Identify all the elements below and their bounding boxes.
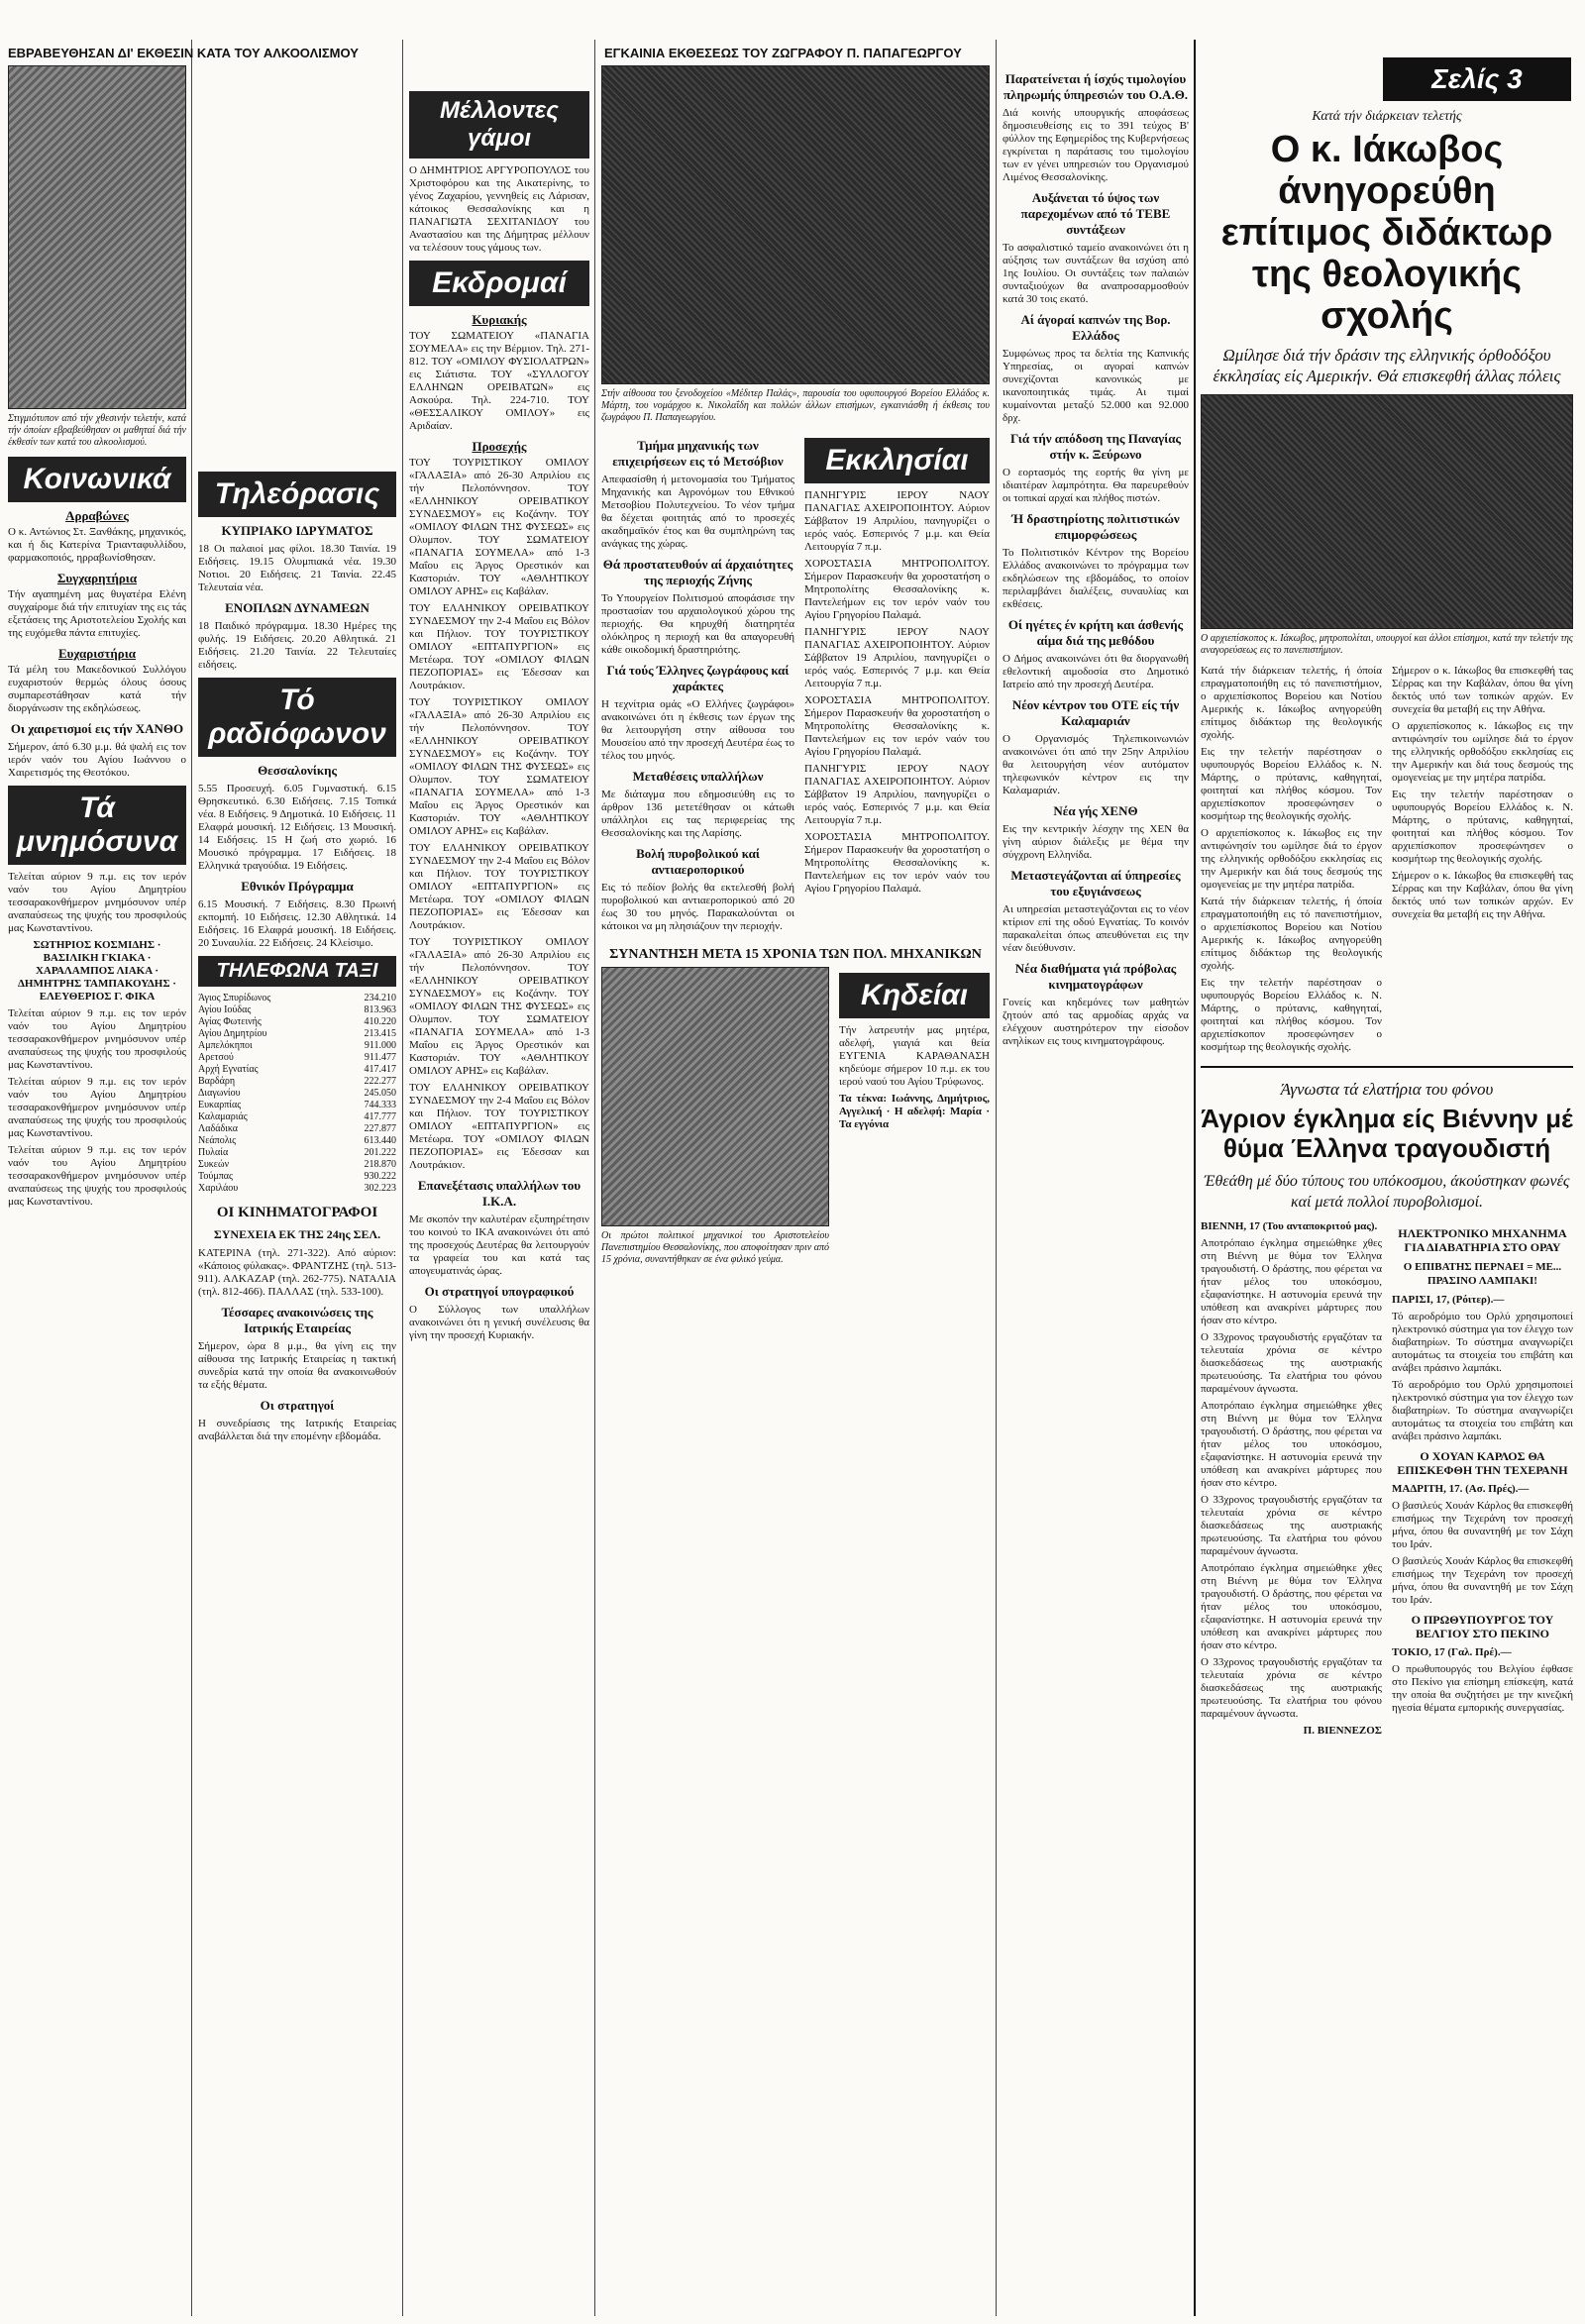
heading-thanks: Ευχαριστήρια [58,646,136,661]
taxi-stand-name: Καλαμαριάς [198,1111,248,1122]
text-trips-more: ΤΟΥ ΕΛΛΗΝΙΚΟΥ ΟΡΕΙΒΑΤΙΚΟΥ ΣΥΝΔΕΣΜΟΥ την 2-4 Μαΐου εις Βόλον και Πήλιον. ΤΟΥ ΤΟΥΡΙΣΤΙΚΟΥ ΟΜΙΛΟΥ «ΕΠΤΑΠΥΡΓΙΟΝ» εις Μετέωρα. ΤΟΥ «ΟΜΙΛΟΥ ΦΙΛΩΝ ΠΕΖΟΠΟΡΙΑΣ» εις Έδεσσαν και Λουτράκιον. [409,842,589,931]
taxi-stand-name: Αμπελόκηποι [198,1040,253,1051]
feature-paragraph: Σήμερον ο κ. Ιάκωβος θα επισκεφθή τας Σέρρας και την Καβάλαν, όπου θα γίνη δεκτός υπό των τοπικών αρχών. Εν συνεχεία θα μεταβή εις την Αθήνα. [1392,665,1573,715]
section-trips: Εκδρομαί [409,261,589,306]
feature-paragraph: Ο αρχιεπίσκοπος κ. Ιάκωβος εις την αντιφώνησίν του ωμίλησε διά το έργον της ελληνικής ορθοδόξου εκκλησίας εις την Αμερικήν και διά τους δεσμούς της ομογενείας με την μητέρα πατρίδα. [1201,827,1382,891]
reunion-left [601,967,829,1274]
heading-belgian-pm: Ο ΠΡΩΘΥΠΟΥΡΓΟΣ ΤΟΥ ΒΕΛΓΙΟΥ ΣΤΟ ΠΕΚΙΝΟ [1411,1613,1554,1640]
text-cinemas: ΚΑΤΕΡΙΝΑ (τηλ. 271-322). Από αύριον: «Κάποιος φύλακας». ΦΡΑΝΤΖΗΣ (τηλ. 513-911). ΑΛΚΑΖΑΡ (τηλ. 262-775). ΝΑΤΑΛΙΑ (τηλ. 812-466). ΠΑΛΛΑΣ (τηλ. 533-100). [198,1247,396,1298]
text-churches: ΠΑΝΗΓΥΡΙΣ ΙΕΡΟΥ ΝΑΟΥ ΠΑΝΑΓΙΑΣ ΑΧΕΙΡΟΠΟΙΗΤΟΥ. Αύριον Σάββατον 19 Απριλίου, πανηγυρίζει ο ιερός ναός. Εσπερινός 7 μ.μ. και Θεία Λειτουργία 7 π.μ. [804,626,990,689]
text-blood: Ο Δήμος ανακοινώνει ότι θα διοργανωθή εθελοντική αιμοδοσία στο Δημοτικό Ιατρείο από την προσεχή Δευτέρα. [1003,653,1189,690]
photo-caption: Στήν αίθουσα του ξενοδοχείου «Μέδιτερ Παλάς», παρουσία του υφυπουργού Βορείου Ελλάδος κ. Μάρτη, του νομάρχου κ. Νικολαΐδη και πολλών άλλων επισήμων, εγκαινιάσθη ή έκθεσις του ζωγράφου Π. Παπαγεωργίου. [601,388,990,423]
text-trips-upcoming: ΤΟΥ ΤΟΥΡΙΣΤΙΚΟΥ ΟΜΙΛΟΥ «ΓΑΛΑΞΙΑ» από 26-30 Απριλίου εις τήν Πελοπόννησον. ΤΟΥ «ΕΛΛΗΝΙΚΟΥ ΟΡΕΙΒΑΤΙΚΟΥ ΣΥΝΔΕΣΜΟΥ» εις Κοζάνην. ΤΟΥ «ΟΜΙΛΟΥ ΦΙΛΩΝ ΤΗΣ ΦΥΣΕΩΣ» εις Ολυμπον. ΤΟΥ ΣΩΜΑΤΕΙΟΥ «ΠΑΝΑΓΙΑ ΣΟΥΜΕΛΑ» από 1-3 Μαΐου εις Άργος Ορεστικόν και Καστοριάν. ΤΟΥ «ΑΘΛΗΤΙΚΟΥ ΟΜΙΛΟΥ ΑΡΗΣ» εις Καβάλαν. [409,696,589,837]
taxi-stand-name: Πυλαία [198,1147,229,1158]
crime-signature: Π. ΒΙΕΝΝΕΖΟΣ [1303,1725,1382,1737]
dateline-orly: ΠΑΡΙΣΙ, 17, (Ρόιτερ).— [1392,1294,1505,1306]
taxi-phone-row [198,1052,396,1064]
section-taxi-phones: ΤΗΛΕΦΩΝΑ ΤΑΞΙ [198,956,396,987]
feature-title: Ο κ. Ιάκωβος άνηγορεύθη επίτιμος διδάκτωρ της θεολογικής σχολής [1220,129,1553,337]
taxi-phone-number: 930.222 [364,1171,396,1182]
text-transfers: Με διάταγμα που εδημοσιεύθη εις το άρθρον 136 μετετέθησαν οι κάτωθι υπάλληλοι εις τας περιφερείας της Θεσσαλονίκης και της Λαρίσης. [601,789,794,839]
text-antiquities: Το Υπουργείον Πολιτισμού αποφάσισε την προστασίαν του αρχαιολογικού χώρου της περιοχής. Θα κηρυχθή διατηρητέα ολόκληρος η περιοχή και θα απαγορευθή κάθε οικοδομική δραστηριότης. [601,592,794,656]
taxi-stand-name: Νεάπολις [198,1135,237,1146]
text-churches: ΠΑΝΗΓΥΡΙΣ ΙΕΡΟΥ ΝΑΟΥ ΠΑΝΑΓΙΑΣ ΑΧΕΙΡΟΠΟΙΗΤΟΥ. Αύριον Σάββατον 19 Απριλίου, πανηγυρίζει ο ιερός ναός. Εσπερινός 7 μ.μ. και Θεία Λειτουργία 7 π.μ. [804,489,990,553]
taxi-phone-row [198,1100,396,1111]
taxi-phone-row [198,1135,396,1147]
taxi-stand-name: Διαγωνίου [198,1088,241,1099]
section-television: Τηλεόρασις [198,472,396,517]
tv-program-armed-forces: 18 Παιδικό πρόγραμμα. 18.30 Ημέρες της φυλής. 19 Ειδήσεις. 20.20 Αθλητικά. 21 Ειδήσεις. 21.20 Ταινία. 22 Τελευταίες ειδήσεις. [198,620,396,671]
text-churches-2: ΧΟΡΟΣΤΑΣΙΑ ΜΗΤΡΟΠΟΛΙΤΟΥ. Σήμερον Παρασκευήν θα χοροστατήση ο Μητροπολίτης Θεσσαλονίκης κ. Παντελεήμων εις τον ιερόν ναόν του Αγίου Γρηγορίου Παλαμά. [804,694,990,758]
taxi-phone-number: 245.050 [364,1088,396,1099]
column-center [601,0,990,2324]
heading-juan-carlos: Ο ΧΟΥΑΝ ΚΑΡΛΟΣ ΘΑ ΕΠΙΣΚΕΦΘΗ ΤΗΝ ΤΕΧΕΡΑΝΗ [1397,1449,1568,1477]
trips-subhead-upcoming: Προσεχής [472,439,527,454]
taxi-phone-row [198,1123,396,1135]
crime-dateline: ΒΙΕΝΝΗ, 17 (Του ανταποκριτού μας). [1201,1220,1378,1232]
dateline-juan-carlos: ΜΑΔΡΙΤΗ, 17. (Ασ. Πρές).— [1392,1483,1530,1495]
heading-greetings: Οι χαιρετισμοί εις τήν ΧΑΝΘΟ [10,721,184,736]
text-trips-upcoming: ΤΟΥ ΤΟΥΡΙΣΤΙΚΟΥ ΟΜΙΛΟΥ «ΓΑΛΑΞΙΑ» από 26-30 Απριλίου εις τήν Πελοπόννησον. ΤΟΥ «ΕΛΛΗΝΙΚΟΥ ΟΡΕΙΒΑΤΙΚΟΥ ΣΥΝΔΕΣΜΟΥ» εις Κοζάνην. ΤΟΥ «ΟΜΙΛΟΥ ΦΙΛΩΝ ΤΗΣ ΦΥΣΕΩΣ» εις Ολυμπον. ΤΟΥ ΣΩΜΑΤΕΙΟΥ «ΠΑΝΑΓΙΑ ΣΟΥΜΕΛΑ» από 1-3 Μαΐου εις Άργος Ορεστικόν και Καστοριάν. ΤΟΥ «ΑΘΛΗΤΙΚΟΥ ΟΜΙΛΟΥ ΑΡΗΣ» εις Καβάλαν. [409,936,589,1077]
feature-paragraph: Σήμερον ο κ. Ιάκωβος θα επισκεφθή τας Σέρρας και την Καβάλαν, όπου θα γίνη δεκτός υπό των τοπικών αρχών. Εν συνεχεία θα μεταβή εις την Αθήνα. [1392,870,1573,920]
text-thanks: Τά μέλη του Μακεδονικού Συλλόγου ευχαριστούν θερμώς όλους όσους συμπαρεστάθησαν κατά τήν διοργάνωσιν της εκδηλώσεως. [8,664,186,714]
dateline-belgian-pm: ΤΟΚΙΟ, 17 (Γαλ. Πρέ).— [1392,1646,1512,1658]
photo-honorary-doctorate [1201,394,1573,629]
heading-congratulations: Συγχαρητήρια [56,571,138,585]
feature-subtitle: Ωμίλησε διά τήν δράσιν της ελληνικής όρθοδόξου έκκλησίας είς Αμερικήν. Θά επισκεφθή άλλας πόλεις [1213,346,1561,385]
taxi-stand-name: Άγιος Σπυρίδωνος [198,993,271,1004]
taxi-phone-number: 234.210 [364,993,396,1004]
text-painters: Η τεχνίτρια ομάς «Ο Ελλήνες ζωγράφοι» ανακοινώνει ότι η έκθεσις των έργων της θα λειτουργήση στην αίθουσα του Μουσείου από την προσεχή Δευτέρα έως το τέλος του μηνός. [601,698,794,762]
text-generals: Η συνεδρίασις της Ιατρικής Εταιρείας αναβάλλεται διά την επομένην εβδομάδα. [198,1418,396,1442]
section-churches: Εκκλησίαι [804,438,990,483]
text-cinema-minors: Γονείς και κηδεμόνες των μαθητών ζητούν από τας αρμοδίας αρχάς να ελέγχουν αυστηρότερον την είσοδον ανηλίκων εις τους κινηματογράφους. [1003,997,1189,1047]
heading-tobacco: Αί άγοραί καπνών της Βορ. Ελλάδος [1020,312,1171,343]
text-trips-more: ΤΟΥ ΕΛΛΗΝΙΚΟΥ ΟΡΕΙΒΑΤΙΚΟΥ ΣΥΝΔΕΣΜΟΥ την 2-4 Μαΐου εις Βόλον και Πήλιον. ΤΟΥ ΤΟΥΡΙΣΤΙΚΟΥ ΟΜΙΛΟΥ «ΕΠΤΑΠΥΡΓΙΟΝ» εις Μετέωρα. ΤΟΥ «ΟΜΙΛΟΥ ΦΙΛΩΝ ΠΕΖΟΠΟΡΙΑΣ» εις Έδεσσαν και Λουτράκιον. [409,602,589,691]
taxi-phone-list [198,993,396,1195]
feature-paragraph: Εις την τελετήν παρέστησαν ο υφυπουργός Βορείου Ελλάδος κ. Ν. Μάρτης, ο πρύτανις, καθηγηταί, φοιτηταί και πλήθος κόσμου. Τον αρχιεπίσκοπον προσεφώνησεν ο κοσμήτωρ της θεολογικής σχολής. [1201,746,1382,822]
crime-paragraph: Αποτρόπαιο έγκλημα σημειώθηκε χθες στη Βιέννη με θύμα τον Έλληνα τραγουδιστή. Ο δράστης, που φέρεται να ήταν μέλος του υποκόσμου, εξαφανίστηκε. Η αστυνομία ερευνά την υπόθεση και ανακρίνει μάρτυρες που ήσαν στο κέντρο. [1201,1400,1382,1489]
radio-program: 5.55 Προσευχή. 6.05 Γυμναστική. 6.15 Θρησκευτικό. 6.30 Ειδήσεις. 7.15 Τοπικά νέα. 8 Ειδήσεις. 9 Δημοτικά. 10 Ειδήσεις. 11 Ελαφρά μουσική. 12 Ειδήσεις. 13 Μουσική. 14 Ειδήσεις. 15 Η ζωή στο χωριό. 16 Μουσικό πρόγραμμα. 17 Ειδήσεις. 18 Ελληνικά τραγούδια. 19 Ειδήσεις. [198,783,396,872]
taxi-phone-row [198,1064,396,1076]
heading-antiquities: Θά προστατευθούν αί άρχαιότητες της περιοχής Ζήνης [602,557,793,587]
taxi-phone-row [198,1016,396,1028]
radio-subhead-national: Εθνικόν Πρόγραμμα [241,879,354,894]
text-trips-upcoming: ΤΟΥ ΤΟΥΡΙΣΤΙΚΟΥ ΟΜΙΛΟΥ «ΓΑΛΑΞΙΑ» από 26-30 Απριλίου εις τήν Πελοπόννησον. ΤΟΥ «ΕΛΛΗΝΙΚΟΥ ΟΡΕΙΒΑΤΙΚΟΥ ΣΥΝΔΕΣΜΟΥ» εις Κοζάνην. ΤΟΥ «ΟΜΙΛΟΥ ΦΙΛΩΝ ΤΗΣ ΦΥΣΕΩΣ» εις Ολυμπον. ΤΟΥ ΣΩΜΑΤΕΙΟΥ «ΠΑΝΑΓΙΑ ΣΟΥΜΕΛΑ» από 1-3 Μαΐου εις Άργος Ορεστικόν και Καστοριάν. ΤΟΥ «ΑΘΛΗΤΙΚΟΥ ΟΜΙΛΟΥ ΑΡΗΣ» εις Καβάλαν. [409,457,589,597]
crime-paragraph: Ο 33χρονος τραγουδιστής εργαζόταν τα τελευταία χρόνια σε κέντρο διασκεδάσεως της αυστριακής πρωτευούσης. Τα ελατήρια του φόνου παραμένουν άγνωστα. [1201,1656,1382,1720]
column-rule [996,40,997,2316]
taxi-stand-name: Αρετσού [198,1052,234,1063]
taxi-stand-name: Ευκαρπίας [198,1100,242,1110]
taxi-stand-name: Λαδάδικα [198,1123,239,1134]
heading-relocation: Μεταστεγάζονται αί ύπηρεσίες του εξυγιάνσεως [1010,868,1181,898]
feature-body-right [1392,665,1573,1058]
page-number-tag: Σελίς 3 [1383,57,1571,101]
subheading-orly: Ο ΕΠΙΒΑΤΗΣ ΠΕΡΝΑΕΙ = ΜΕ... ΠΡΑΣΙΝΟ ΛΑΜΠΑΚΙ! [1403,1261,1562,1287]
heading-transfers: Μεταθέσεις υπαλλήλων [632,769,764,784]
text-engineering: Απεφασίσθη ή μετονομασία του Τμήματος Μηχανικής και Αγρονόμων του Εθνικού Μετσοβίου Πολυτεχνείου. Το νέον τμήμα θα δέχεται φοιτητάς από το προσεχές ακαδημαϊκόν έτος και θα συμπληρώνη τας ανάγκας της χώρας. [601,474,794,550]
taxi-phone-number: 813.963 [364,1004,396,1015]
heading-officials: Οι στρατηγοί υπογραφικού [424,1284,575,1299]
taxi-stand-name: Τούμπας [198,1171,233,1182]
taxi-phone-row [198,1040,396,1052]
crime-story [1201,1066,1573,1742]
crime-subtitle: Έθεάθη μέ δύο τύπους του υπόκοσμου, άκούστηκαν φωνές καί μετά πολλοί πυροβολισμοί. [1204,1173,1570,1211]
crime-paragraph: Αποτρόπαιο έγκλημα σημειώθηκε χθες στη Βιέννη με θύμα τον Έλληνα τραγουδιστή. Ο δράστης, που φέρεται να ήταν μέλος του υποκόσμου, εξαφανίστηκε. Η αστυνομία ερευνά την υπόθεση και ανακρίνει μάρτυρες που ήσαν στο κέντρο. [1201,1237,1382,1326]
center-right-column [804,432,990,937]
text-weddings: Ο ΔΗΜΗΤΡΙΟΣ ΑΡΓΥΡΟΠΟΥΛΟΣ του Χριστοφόρου και της Αικατερίνης, το γένος Ζαχαρίου, γεννηθείς εις Λάρισαν, κάτοικος Θεσσαλονίκης και η ΠΑΝΑΓΙΩΤΑ ΣΕΧΙΤΑΝΙΔΟΥ του Αναστασίου και της Δήμητρας μέλλουν να τελέσουν τους γάμους των. [409,164,589,254]
taxi-phone-row [198,1171,396,1183]
heading-engineers-reunion: ΣΥΝΑΝΤΗΣΗ ΜΕΤΑ 15 ΧΡΟΝΙΑ ΤΩΝ ΠΟΛ. ΜΗΧΑΝΙΚΩΝ [609,947,982,962]
text-belgian-pm: Ο πρωθυπουργός του Βελγίου έφθασε στο Πεκίνο για επίσημη επίσκεψη, κατά την οποία θα συζητήσει με την κινεζική ηγεσία θέματα εμπορικής συνεργασίας. [1392,1663,1573,1714]
trips-subhead-sunday: Κυριακής [472,312,527,327]
taxi-phone-row [198,1111,396,1123]
reunion-row [601,967,990,1274]
taxi-phone-number: 911.477 [364,1052,396,1063]
heading-cultural: Ή δραστηρίοτης πολιτιστικών επιμορφώσεως [1011,511,1180,542]
text-churches-2: ΧΟΡΟΣΤΑΣΙΑ ΜΗΤΡΟΠΟΛΙΤΟΥ. Σήμερον Παρασκευήν θα χοροστατήση ο Μητροπολίτης Θεσσαλονίκης κ. Παντελεήμων εις τον ιερόν ναόν του Αγίου Γρηγορίου Παλαμά. [804,831,990,895]
crime-paragraph: Ο 33χρονος τραγουδιστής εργαζόταν τα τελευταία χρόνια σε κέντρο διασκεδάσεως της αυστριακής πρωτευούσης. Τα ελατήρια του φόνου παραμένουν άγνωστα. [1201,1494,1382,1557]
taxi-phone-row [198,1183,396,1195]
column-rule [594,40,595,2316]
feature-paragraph: Κατά τήν διάρκειαν τελετής, ή όποία επραγματοποιήθη εις τό πανεπιστήμιον, ο αρχιεπίσκοπος Βορείου και Νοτίου Αμερικής κ. Ιάκωβος ανηγορεύθη επίτιμος διδάκτωρ της θεολογικής σχολής. [1201,896,1382,972]
text-officials: Ο Σύλλογος των υπαλλήλων ανακοινώνει ότι η γενική συνέλευσις θα γίνη την προσεχή Κυριακήν. [409,1304,589,1341]
text-churches-2: ΧΟΡΟΣΤΑΣΙΑ ΜΗΤΡΟΠΟΛΙΤΟΥ. Σήμερον Παρασκευήν θα χοροστατήση ο Μητροπολίτης Θεσσαλονίκης κ. Παντελεήμων εις τον ιερόν ναόν του Αγίου Γρηγορίου Παλαμά. [804,558,990,621]
tv-subhead-cyprus: ΚΥΠΡΙΑΚΟ ΙΔΡΥΜΑΤΟΣ [221,523,373,538]
heading-engagements: Αρραβώνες [65,508,129,523]
text-tobacco: Συμφώνως προς τα δελτία της Καπνικής Υπηρεσίας, οι αγοραί καπνών συνεχίζονται κανονικώς με ικανοποιητικάς τιμάς. Αι τιμαί κυμαίνονται μεταξύ 52.000 και 92.000 δρχ. [1003,348,1189,424]
headline-alcoholism-essays: ΕΒΡΑΒΕΥΘΗΣΑΝ ΔΙ' ΕΚΘΕΣΙΝ ΚΑΤΑ ΤΟΥ ΑΛΚΟΟΛΙΣΜΟΥ [8,46,359,60]
heading-painters: Γιά τούς Έλληνες ζωγράφους καί χαράκτες [606,663,790,693]
taxi-stand-name: Βαρδάρη [198,1076,236,1087]
taxi-phone-number: 417.417 [364,1064,396,1075]
text-engagements: Ο κ. Αντώνιος Στ. Ξανθάκης, μηχανικός, και ή δις Κατερίνα Τριανταφυλλίδου, φαρμακοποιός, ηρραβωνίσθησαν. [8,526,186,564]
taxi-stand-name: Συκεών [198,1159,230,1170]
photo-caption: Ο αρχιεπίσκοπος κ. Ιάκωβος, μητροπολίται, υπουργοί και άλλοι επίσημοι, κατά την τελετήν της αναγορεύσεως εις το πανεπιστήμιον. [1201,633,1573,656]
taxi-stand-name: Χαριλάου [198,1183,239,1194]
column-broadcast [198,0,396,2324]
taxi-phone-number: 911.000 [364,1040,396,1051]
section-social: Κοινωνικά [8,457,186,502]
text-juan-carlos: Ο βασιλεύς Χουάν Κάρλος θα επισκεφθή επισήμως την Τεχεράνη τον προσεχή μήνα, όπου θα συναντηθή με τον Σάχη του Ιράν. [1392,1555,1573,1606]
heading-ika: Επανεξέτασις υπαλλήλων του Ι.Κ.Α. [417,1178,581,1209]
photo-exhibition-opening [601,65,990,384]
feature-paragraph: Εις την τελετήν παρέστησαν ο υφυπουργός Βορείου Ελλάδος κ. Ν. Μάρτης, ο πρύτανις, καθηγηταί, φοιτηταί και πλήθος κόσμου. Τον αρχιεπίσκοπον προσεφώνησεν ο κοσμήτωρ της θεολογικής σχολής. [1392,789,1573,865]
heading-orly: ΗΛΕΚΤΡΟΝΙΚΟ ΜΗΧΑΝΗΜΑ ΓΙΑ ΔΙΑΒΑΤΗΡΙΑ ΣΤΟ ΟΡΑΥ [1398,1226,1567,1254]
radio-program-national: 6.15 Μουσική. 7 Ειδήσεις. 8.30 Πρωινή εκπομπή. 10 Ειδήσεις. 12.30 Αθλητικά. 14 Ειδήσεις. 16 Ελαφρά μουσική. 18 Ειδήσεις. 20 Συναυλία. 22 Ειδήσεις. 24 Κλείσιμο. [198,898,396,949]
taxi-phone-number: 417.777 [364,1111,396,1122]
feature-paragraph: Κατά τήν διάρκειαν τελετής, ή όποία επραγματοποιήθη εις τό πανεπιστήμιον, ο αρχιεπίσκοπος Βορείου και Νοτίου Αμερικής κ. Ιάκωβος ανηγορεύθη επίτιμος διδάκτωρ της θεολογικής σχολής. [1201,665,1382,741]
taxi-phone-number: 302.223 [364,1183,396,1194]
heading-blood: Οί ηγέτες έν κρήτη και άσθενής αίμα διά της μεθόδου [1007,617,1184,648]
taxi-phone-number: 744.333 [364,1100,396,1110]
column-rule [191,40,192,2316]
text-churches: ΠΑΝΗΓΥΡΙΣ ΙΕΡΟΥ ΝΑΟΥ ΠΑΝΑΓΙΑΣ ΑΧΕΙΡΟΠΟΙΗΤΟΥ. Αύριον Σάββατον 19 Απριλίου, πανηγυρίζει ο ιερός ναός. Εσπερινός 7 μ.μ. και Θεία Λειτουργία 7 π.μ. [804,763,990,826]
taxi-phone-row [198,1088,396,1100]
tv-program-cyprus: 18 Οι παλαιοί μας φίλοι. 18.30 Ταινία. 19 Ειδήσεις. 19.15 Ολυμπιακά νέα. 19.30 Νοτιοι. 20 Ειδήσεις. 21 Ταινία. 22.45 Τελευταία νέα. [198,543,396,593]
heading-pensions: Αυξάνεται τό ύψος των παρεχομένων από τό ΤΕΒΕ συντάξεων [1020,190,1171,237]
headline-painter-exhibition: ΕΓΚΑΙΝΙΑ ΕΚΘΕΣΕΩΣ ΤΟΥ ΖΩΓΡΑΦΟΥ Π. ΠΑΠΑΓΕΩΡΓΟΥ [604,46,962,60]
text-trips-sunday: ΤΟΥ ΣΩΜΑΤΕΙΟΥ «ΠΑΝΑΓΙΑ ΣΟΥΜΕΛΑ» εις την Βέρμιον. Τηλ. 271-812. ΤΟΥ «ΟΜΙΛΟΥ ΦΥΣΙΟΛΑΤΡΩΝ» εις Σιάτιστα. ΤΟΥ «ΣΥΛΛΟΓΟΥ ΕΛΛΗΝΩΝ ΟΡΕΙΒΑΤΩΝ» εις Ασκούρα. Τηλ. 224-710. ΤΟΥ «ΘΕΣΣΑΛΙΚΟΥ ΟΜΙΛΟΥ» εις Αριδαίαν. [409,330,589,432]
text-congratulations: Τήν αγαπημένη μας θυγατέρα Ελένη συγχαίρομε διά τήν επιτυχίαν της εις τάς εξετάσεις της Αριστοτελείου Σχολής και της ευχόμεθα πάντα επιτυχίες. [8,588,186,639]
column-briefs [1003,0,1189,2324]
heading-feast: Γιά τήν απόδοση της Παναγίας στήν κ. Ξεύρωνο [1009,431,1181,462]
taxi-phone-row [198,1147,396,1159]
text-port-tariff: Διά κοινής υπουργικής αποφάσεως δημοσιευθείσης εις το 391 τεύχος Β' φύλλον της Εφημερίδος της Κυβερνήσεως εγκρίνεται η παράτασις του τιμολογίου των εν γένει υπηρεσιών του Οργανισμού Λιμένος Θεσσαλονίκης. [1003,107,1189,183]
taxi-phone-row [198,1159,396,1171]
crime-kicker: Άγνωστα τά ελατήρια του φόνου [1280,1080,1494,1099]
heading-port-tariff: Παρατείνεται ή ίσχύς τιμολογίου πληρωμής ύπηρεσιών του Ο.Α.Θ. [1003,71,1189,102]
taxi-phone-row [198,1076,396,1088]
reunion-right [839,967,990,1274]
crime-sidebar [1392,1220,1573,1742]
text-memorials: Τελείται αύριον 9 π.μ. εις τον ιερόν ναόν του Αγίου Δημητρίου τεσσαρακονθήμερον μνημόσυνον υπέρ αναπαύσεως της ψυχής του προσφιλούς μας Κωνσταντίνου. [8,871,186,934]
center-split [601,432,990,937]
text-feast: Ο εορτασμός της εορτής θα γίνη με ιδιαιτέραν λαμπρότητα. Θα παρευρεθούν οι τοπικαί αρχαί και πλήθος πιστών. [1003,467,1189,504]
text-memorials: Τελείται αύριον 9 π.μ. εις τον ιερόν ναόν του Αγίου Δημητρίου τεσσαρακονθήμερον μνημόσυνον υπέρ αναπαύσεως της ψυχής του προσφιλούς μας Κωνσταντίνου. [8,1007,186,1071]
text-funeral: Τήν λατρευτήν μας μητέρα, αδελφή, γιαγιά και θεία ΕΥΓΕΝΙΑ ΚΑΡΑΘΑΝΑΣΗ κηδεύομε σήμερον 10 π.μ. εκ του ιερού ναού του Αγίου Τρύφωνος. [839,1024,990,1088]
funeral-names: Τα τέκνα: Ιωάννης, Δημήτριος, Αγγελική · Η αδελφή: Μαρία · Τα εγγόνια [839,1093,990,1130]
heading-medical-society: Τέσσαρες ανακοινώσεις της Ιατρικής Εταιρείας [221,1305,373,1335]
text-trips-more: ΤΟΥ ΕΛΛΗΝΙΚΟΥ ΟΡΕΙΒΑΤΙΚΟΥ ΣΥΝΔΕΣΜΟΥ την 2-4 Μαΐου εις Βόλον και Πήλιον. ΤΟΥ ΤΟΥΡΙΣΤΙΚΟΥ ΟΜΙΛΟΥ «ΕΠΤΑΠΥΡΓΙΟΝ» εις Μετέωρα. ΤΟΥ «ΟΜΙΛΟΥ ΦΙΛΩΝ ΠΕΖΟΠΟΡΙΑΣ» εις Έδεσσαν και Λουτράκιον. [409,1082,589,1171]
column-rule [1194,40,1196,2316]
taxi-phone-row [198,1004,396,1016]
taxi-phone-row [198,1028,396,1040]
taxi-phone-number: 613.440 [364,1135,396,1146]
taxi-phone-number: 213.415 [364,1028,396,1039]
text-greetings: Σήμερον, άπό 6.30 μ.μ. θά ψαλή εις τον ιερόν ναόν του Αγίου Ιωάννου ο Χαιρετισμός της Θεοτόκου. [8,741,186,779]
taxi-stand-name: Αγίου Ιούδας [198,1004,252,1015]
taxi-phone-number: 218.870 [364,1159,396,1170]
heading-xen: Νέα γής ΧΕΝΘ [1053,803,1138,818]
taxi-stand-name: Αρχή Εγνατίας [198,1064,259,1075]
photo-award-ceremony [8,65,186,409]
heading-cinemas: ΟΙ ΚΙΝΗΜΑΤΟΓΡΑΦΟΙ [216,1205,378,1220]
text-ika: Με σκοπόν την καλυτέραν εξυπηρέτησιν του κοινού το ΙΚΑ ανακοινώνει ότι από της προσεχούς Δευτέρας θα λειτουργούν τα γραφεία του και κατά τας απογευματινάς ώρας. [409,1214,589,1277]
text-medical-society: Σήμερον, ώρα 8 μ.μ., θα γίνη εις την αίθουσα της Ιατρικής Εταιρείας η τακτική συνεδρία κατά την οποία θα ανακοινωθούν τα εξής θέματα. [198,1340,396,1391]
taxi-phone-number: 410.220 [364,1016,396,1027]
text-relocation: Αι υπηρεσίαι μεταστεγάζονται εις το νέον κτίριον επί της οδού Εγνατίας. Το κοινόν παρακαλείται όπως απευθύνεται εις την νέαν διεύθυνσιν. [1003,903,1189,954]
photo-caption: Οι πρώτοι πολιτικοί μηχανικοί του Αριστοτελείου Πανεπιστημίου Θεσσαλονίκης, που αποφοίτησαν πριν από 15 χρόνια, συναντήθηκαν σε ένα φιλικό γεύμα. [601,1230,829,1265]
photo-caption: Στιγμιότυπον από τήν χθεσινήν τελετήν, κατά τήν όποίαν εβραβεύθησαν οι μαθηταί διά τήν έκθεσίν των κατά του αλκοολισμού. [8,413,186,448]
section-weddings: Μέλλοντες γάμοι [409,91,589,158]
column-rule [402,40,403,2316]
crime-paragraph: Ο 33χρονος τραγουδιστής εργαζόταν τα τελευταία χρόνια σε κέντρο διασκεδάσεως της αυστριακής πρωτευούσης. Τα ελατήρια του φόνου παραμένουν άγνωστα. [1201,1331,1382,1395]
center-left-column [601,432,794,937]
text-xen: Εις την κεντρικήν λέσχην της ΧΕΝ θα γίνη αύριον διάλεξις με θέμα την σύγχρονη Ελληνίδα. [1003,823,1189,861]
heading-ote: Νέον κέντρον του ΟΤΕ είς τήν Καλαμαριάν [1011,697,1180,728]
text-orly: Τό αεροδρόμιο του Ορλύ χρησιμοποιεί ηλεκτρονικό σύστημα για τον έλεγχο των διαβατηρίων. Το σύστημα αναγνωρίζει αυτομάτως τα στοιχεία του επιβάτη και ανάβει πράσινο λαμπάκι. [1392,1311,1573,1374]
section-radio: Τό ραδιόφωνον [198,678,396,757]
crime-body [1201,1220,1573,1742]
cinemas-continued: ΣΥΝΕΧΕΙΑ ΕΚ ΤΗΣ 24ης ΣΕΛ. [213,1227,381,1241]
text-cultural: Το Πολιτιστικόν Κέντρον της Βορείου Ελλάδος ανακοινώνει το πρόγραμμα των εκδηλώσεων της εβδομάδος, το οποίον περιλαμβάνει διαλέξεις, συναυλίας και εκθέσεις. [1003,547,1189,610]
text-artillery: Εις τό πεδίον βολής θα εκτελεσθή βολή πυροβολικού και αντιαεροπορικού από 20 έως 30 του μηνός. Παρακαλούνται οι κάτοικοι να μη πλησιάζουν την περιοχήν. [601,882,794,932]
text-ote: Ο Οργανισμός Τηλεπικοινωνιών ανακοινώνει ότι από την 25ην Απριλίου θα λειτουργήση νέον αυτόματον τηλεφωνικόν κέντρον εις την Καλαμαριάν. [1003,733,1189,796]
text-memorials: Τελείται αύριον 9 π.μ. εις τον ιερόν ναόν του Αγίου Δημητρίου τεσσαρακονθήμερον μνημόσυνον υπέρ αναπαύσεως της ψυχής του προσφιλούς μας Κωνσταντίνου. [8,1144,186,1208]
taxi-stand-name: Αγίου Δημητρίου [198,1028,267,1039]
heading-cinema-minors: Νέα διαθήματα γιά πρόβολας κινηματογράφων [1014,961,1177,992]
text-memorials: Τελείται αύριον 9 π.μ. εις τον ιερόν ναόν του Αγίου Δημητρίου τεσσαρακονθήμερον μνημόσυνον υπέρ αναπαύσεως της ψυχής του προσφιλούς μας Κωνσταντίνου. [8,1076,186,1139]
text-orly: Τό αεροδρόμιο του Ορλύ χρησιμοποιεί ηλεκτρονικό σύστημα για τον έλεγχο των διαβατηρίων. Το σύστημα αναγνωρίζει αυτομάτως τα στοιχεία του επιβάτη και ανάβει πράσινο λαμπάκι. [1392,1379,1573,1442]
taxi-phone-number: 227.877 [364,1123,396,1134]
feature-kicker: Κατά τήν διάρκειαν τελετής [1312,109,1462,124]
taxi-stand-name: Αγίας Φωτεινής [198,1016,262,1027]
radio-subhead: Θεσσαλονίκης [258,763,337,778]
feature-paragraph: Εις την τελετήν παρέστησαν ο υφυπουργός Βορείου Ελλάδος κ. Ν. Μάρτης, ο πρύτανις, καθηγηταί, φοιτηταί και πλήθος κόσμου. Τον αρχιεπίσκοπον προσεφώνησεν ο κοσμήτωρ της θεολογικής σχολής. [1201,977,1382,1053]
text-pensions: Το ασφαλιστικό ταμείο ανακοινώνει ότι η αύξησις των συντάξεων θα ισχύση από 1ης Ιουλίου. Οι συντάξεις των παλαιών συνταξιούχων θα αναπροσαρμοσθούν κατά 30 τοις εκατό. [1003,242,1189,305]
section-memorials: Τά μνημόσυνα [8,786,186,865]
heading-artillery: Βολή πυροβολικού καί αντιαεροπορικού [636,846,760,877]
taxi-phone-number: 222.277 [364,1076,396,1087]
feature-paragraph: Ο αρχιεπίσκοπος κ. Ιάκωβος εις την αντιφώνησίν του ωμίλησε διά το έργον της ελληνικής ορθοδόξου εκκλησίας εις την Αμερικήν και διά τους δεσμούς της ομογενείας με την μητέρα πατρίδα. [1392,720,1573,784]
text-juan-carlos: Ο βασιλεύς Χουάν Κάρλος θα επισκεφθή επισήμως την Τεχεράνη τον προσεχή μήνα, όπου θα συναντηθή με τον Σάχη του Ιράν. [1392,1500,1573,1550]
column-feature [1201,0,1573,2324]
taxi-phone-number: 201.222 [364,1147,396,1158]
crime-title: Άγριον έγκλημα είς Βιέννην μέ θύμα Έλληνα τραγουδιστή [1201,1104,1573,1163]
column-left [8,0,186,2324]
heading-engineering: Τμήμα μηχανικής των επιχειρήσεων εις τό Μετσόβιον [612,438,784,469]
photo-engineers-reunion [601,967,829,1226]
column-events [409,0,589,2324]
crime-body-left [1201,1220,1382,1742]
memorial-names: ΣΩΤΗΡΙΟΣ ΚΟΣΜΙΔΗΣ · ΒΑΣΙΛΙΚΗ ΓΚΙΑΚΑ · ΧΑΡΑΛΑΜΠΟΣ ΛΙΑΚΑ · ΔΗΜΗΤΡΗΣ ΤΑΜΠΑΚΟΥΔΗΣ · ΕΛΕΥΘΕΡΙΟΣ Γ. ΦΙΚΑ [18,939,176,1003]
crime-paragraph: Αποτρόπαιο έγκλημα σημειώθηκε χθες στη Βιέννη με θύμα τον Έλληνα τραγουδιστή. Ο δράστης, που φέρεται να ήταν μέλος του υποκόσμου, εξαφανίστηκε. Η αστυνομία ερευνά την υπόθεση και ανακρίνει μάρτυρες που ήσαν στο κέντρο. [1201,1562,1382,1651]
heading-generals: Οι στρατηγοί [260,1398,335,1413]
section-funerals: Κηδείαι [839,973,990,1018]
tv-subhead-armed-forces: ΕΝΟΠΛΩΝ ΔΥΝΑΜΕΩΝ [225,600,370,615]
feature-body-left [1201,665,1382,1058]
feature-body [1201,665,1573,1058]
taxi-phone-row [198,993,396,1004]
